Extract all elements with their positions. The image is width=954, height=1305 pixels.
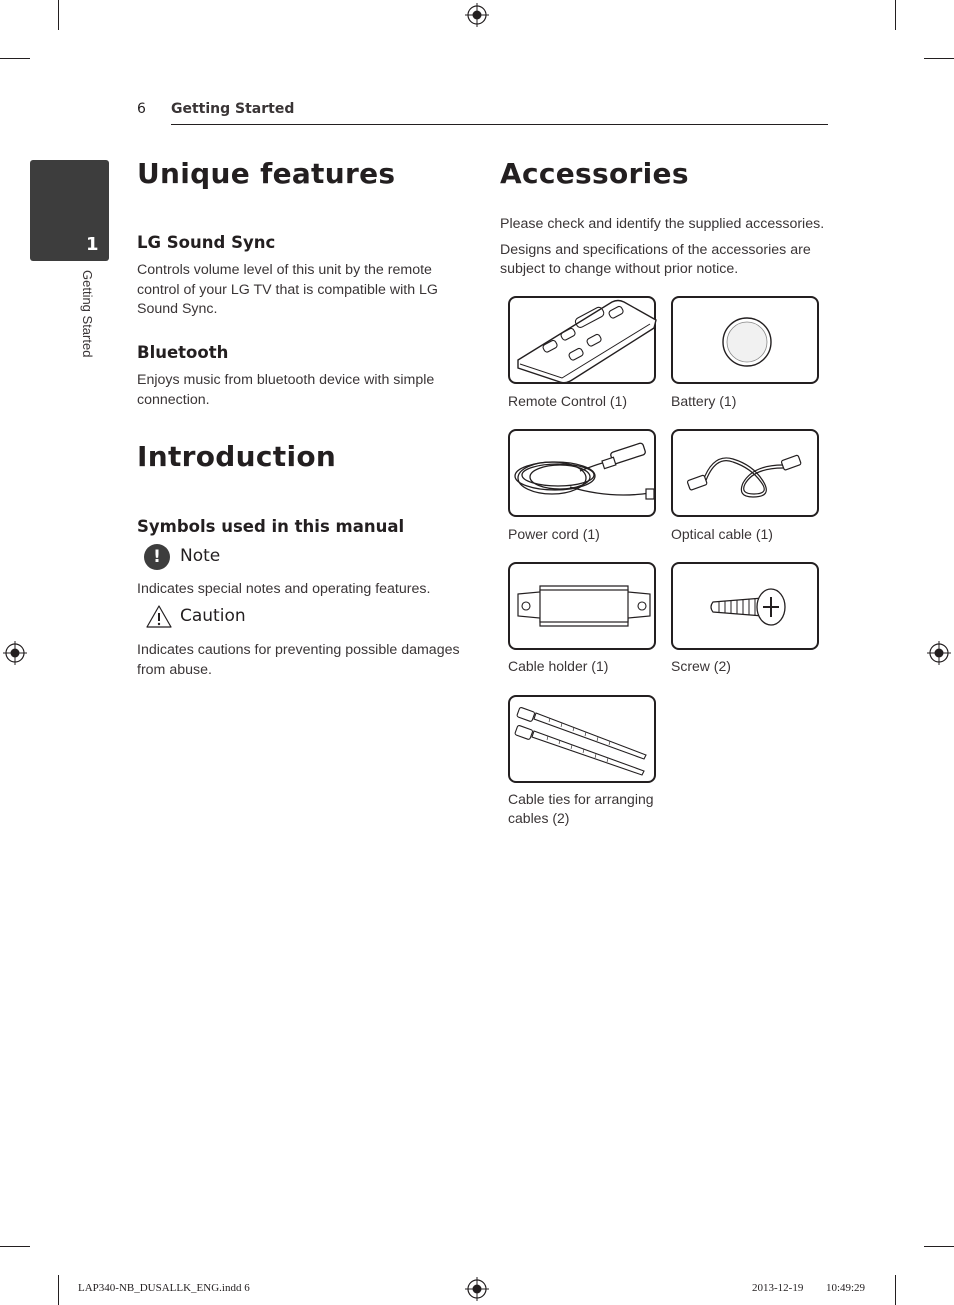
crop-mark <box>58 0 59 30</box>
page-number: 6 <box>137 101 146 117</box>
cable-holder-icon <box>510 564 658 652</box>
lg-sound-sync-heading: LG Sound Sync <box>137 233 276 252</box>
cable-ties-label: Cable ties for arranging cables (2) <box>508 791 654 826</box>
remote-control-icon <box>510 298 658 386</box>
registration-mark-icon <box>465 3 489 27</box>
screw-box <box>671 562 819 650</box>
screw-icon <box>673 564 821 652</box>
lg-sound-sync-text: Controls volume level of this unit by the remote control of your LG TV that is compatible with LG Sound Sync. <box>137 262 438 317</box>
crop-mark <box>0 1246 30 1247</box>
registration-mark-icon <box>927 641 951 665</box>
note-label: Note <box>180 546 221 566</box>
caution-label: Caution <box>180 606 246 626</box>
remote-control-label: Remote Control (1) <box>508 393 628 409</box>
header-rule <box>171 124 828 125</box>
footer-filename: LAP340-NB_DUSALLK_ENG.indd 6 <box>78 1282 250 1294</box>
power-cord-box <box>508 429 656 517</box>
optical-cable-box <box>671 429 819 517</box>
symbols-heading: Symbols used in this manual <box>137 517 405 536</box>
chapter-number: 1 <box>86 234 99 255</box>
crop-mark <box>924 1246 954 1247</box>
optical-cable-label: Optical cable (1) <box>671 526 773 542</box>
cable-holder-label: Cable holder (1) <box>508 658 609 674</box>
power-cord-icon <box>510 431 658 519</box>
battery-icon <box>673 298 821 386</box>
unique-features-title: Unique features <box>137 157 396 190</box>
cable-ties-icon <box>510 697 658 785</box>
warning-triangle-icon <box>145 604 173 629</box>
footer-timestamp: 2013-12-19 ￿￿ 10:49:29 <box>752 1282 866 1294</box>
running-header: Getting Started <box>171 101 295 117</box>
crop-mark <box>895 0 896 30</box>
crop-mark <box>0 58 30 59</box>
accessories-intro: Please check and identify the supplied accessories. Designs and specifications of the accessories are subject to change without prior notice. <box>500 216 825 277</box>
crop-mark <box>895 1275 896 1305</box>
accessories-title: Accessories <box>500 157 689 190</box>
registration-mark-icon <box>465 1277 489 1301</box>
bluetooth-heading: Bluetooth <box>137 343 229 362</box>
battery-label: Battery (1) <box>671 393 737 409</box>
exclamation-circle-icon: ! <box>144 544 170 570</box>
screw-label: Screw (2) <box>671 658 731 674</box>
power-cord-label: Power cord (1) <box>508 526 600 542</box>
introduction-title: Introduction <box>137 440 337 473</box>
caution-description: Indicates cautions for preventing possible damages from abuse. <box>137 642 460 678</box>
crop-mark <box>58 1275 59 1305</box>
optical-cable-icon <box>673 431 821 519</box>
remote-control-box <box>508 296 656 384</box>
battery-box <box>671 296 819 384</box>
chapter-label: Getting Started <box>80 270 95 358</box>
cable-holder-box <box>508 562 656 650</box>
bluetooth-text: Enjoys music from bluetooth device with simple connection. <box>137 372 435 408</box>
note-description: Indicates special notes and operating features. <box>137 581 431 597</box>
cable-ties-box <box>508 695 656 783</box>
crop-mark <box>924 58 954 59</box>
registration-mark-icon <box>3 641 27 665</box>
